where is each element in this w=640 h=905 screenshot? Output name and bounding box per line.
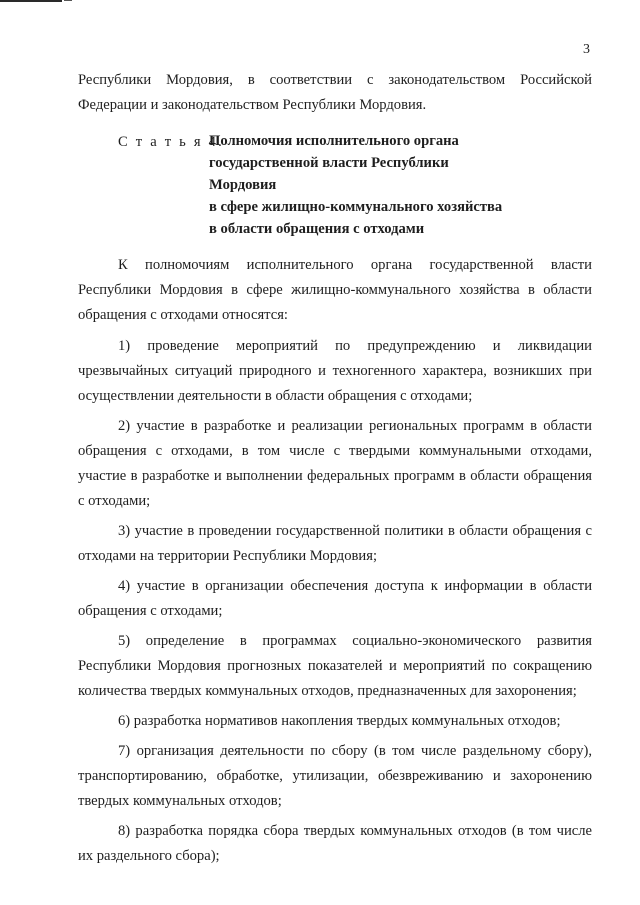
page-number: 3 <box>583 42 590 57</box>
list-item: 6) разработка нормативов накопления твердых коммунальных отходов; <box>118 713 561 729</box>
article-heading <box>78 130 592 240</box>
intro-paragraph: К полномочиям исполнительного органа государственной власти Республики Мордовия в сфере жилищно-коммунального хозяйства в области обращения с отходами относятся: <box>78 257 592 323</box>
scan-edge-mark-small <box>64 0 72 1</box>
list-item: 8) разработка порядка сбора твердых коммунальных отходов (в том числе их раздельного сбора); <box>78 823 592 864</box>
article-title-line: государственной власти Республики Мордовия <box>209 155 449 193</box>
article-label: С т а т ь я 4. <box>118 134 224 150</box>
list-item: 2) участие в разработке и реализации региональных программ в области обращения с отходами, в том числе с твердыми коммунальными отходами, участие в разработке и выполнении федеральных программ в области обращения с отходами; <box>78 418 592 509</box>
list-item: 3) участие в проведении государственной политики в области обращения с отходами на территории Республики Мордовия; <box>78 523 592 564</box>
article-title-line: в области обращения с отходами <box>209 221 425 237</box>
list-item: 5) определение в программах социально-экономического развития Республики Мордовия прогнозных показателей и мероприятий по сокращению количества твердых коммунальных отходов, предназначенных для захоронения; <box>78 633 592 699</box>
article-title-line: Полномочия исполнительного органа <box>209 133 459 149</box>
article-title <box>209 130 509 240</box>
list-item: 7) организация деятельности по сбору (в том числе раздельному сбору), транспортированию, обработке, утилизации, обезвреживанию и захоронению твердых коммунальных отходов; <box>78 743 592 809</box>
document-body <box>78 68 592 874</box>
list-item: 4) участие в организации обеспечения доступа к информации в области обращения с отходами; <box>78 578 592 619</box>
continuation-paragraph: Республики Мордовия, в соответствии с законодательством Российской Федерации и законодательством Республики Мордовия. <box>78 72 592 113</box>
list-item: 1) проведение мероприятий по предупреждению и ликвидации чрезвычайных ситуаций природного и техногенного характера, возникших при осуществлении деятельности в области обращения с отходами; <box>78 338 592 404</box>
scan-edge-mark <box>0 0 62 2</box>
article-title-line: в сфере жилищно-коммунального хозяйства <box>209 199 503 215</box>
